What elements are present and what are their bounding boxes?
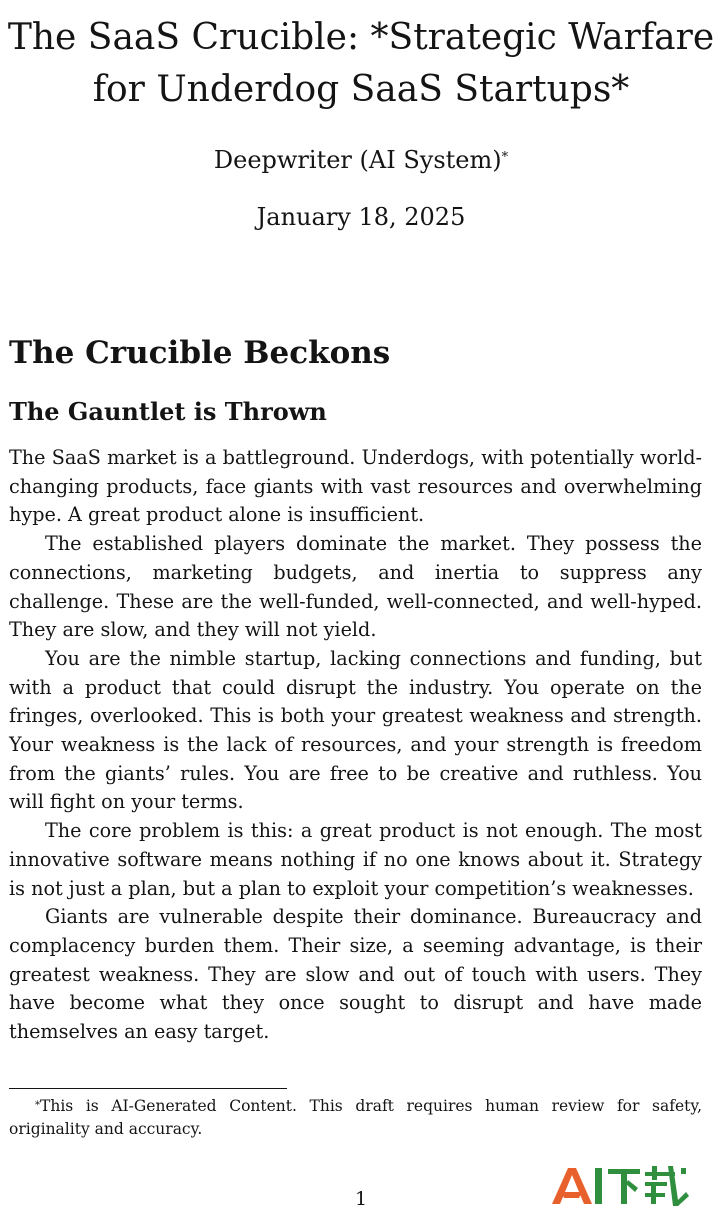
- author-name: Deepwriter (AI System): [213, 146, 502, 174]
- body-paragraph-1: The SaaS market is a battleground. Underdogs, with potentially world-changing products, face giants with vast resources and overwhelming hype. A great product alone is insufficient.: [9, 446, 702, 527]
- page-number: 1: [354, 1188, 368, 1210]
- footnote-text: This is AI-Generated Content. This draft requires human review for safety, originality and accuracy.: [9, 1097, 702, 1138]
- watermark-logo: [548, 1162, 698, 1208]
- footnote: [9, 1095, 702, 1141]
- paper-title-line-2: for Underdog SaaS Startups*: [92, 69, 630, 110]
- paper-date: January 18, 2025: [256, 203, 466, 231]
- body-paragraph-3: You are the nimble startup, lacking connections and funding, but with a product that could disrupt the industry. You operate on the fringes, overlooked. This is both your greatest weakness and strength. Your weakness is the lack of resources, and your strength is freedom from the giants’ rules. You are free to be creative and ruthless. You will fight on your terms.: [9, 646, 702, 814]
- paper-title-line-1: The SaaS Crucible: *Strategic Warfare: [7, 17, 715, 58]
- author-footnote-mark[interactable]: *: [501, 150, 509, 165]
- section-heading: The Crucible Beckons: [9, 335, 391, 371]
- paper-title: [0, 12, 722, 116]
- body-text: [9, 444, 702, 1047]
- footnote-divider: [9, 1088, 287, 1089]
- body-paragraph-2: The established players dominate the market. They possess the connections, marketing budgets, and inertia to suppress any challenge. These are the well-funded, well-connected, and well-hyped. They are slow, and they will not yield.: [9, 532, 702, 642]
- body-paragraph-4: The core problem is this: a great product is not enough. The most innovative software means nothing if no one knows about it. Strategy is not just a plan, but a plan to exploit your competition’s weaknesses.: [9, 819, 702, 900]
- author-line: [0, 143, 722, 177]
- body-paragraph-5: Giants are vulnerable despite their dominance. Bureaucracy and complacency burden them. Their size, a seeming advantage, is their greatest weakness. They are slow and out of touch with users. They have become what they once sought to disrupt and have made themselves an easy target.: [9, 905, 702, 1044]
- footnote-mark: *: [35, 1100, 40, 1111]
- subsection-heading: The Gauntlet is Thrown: [9, 397, 327, 426]
